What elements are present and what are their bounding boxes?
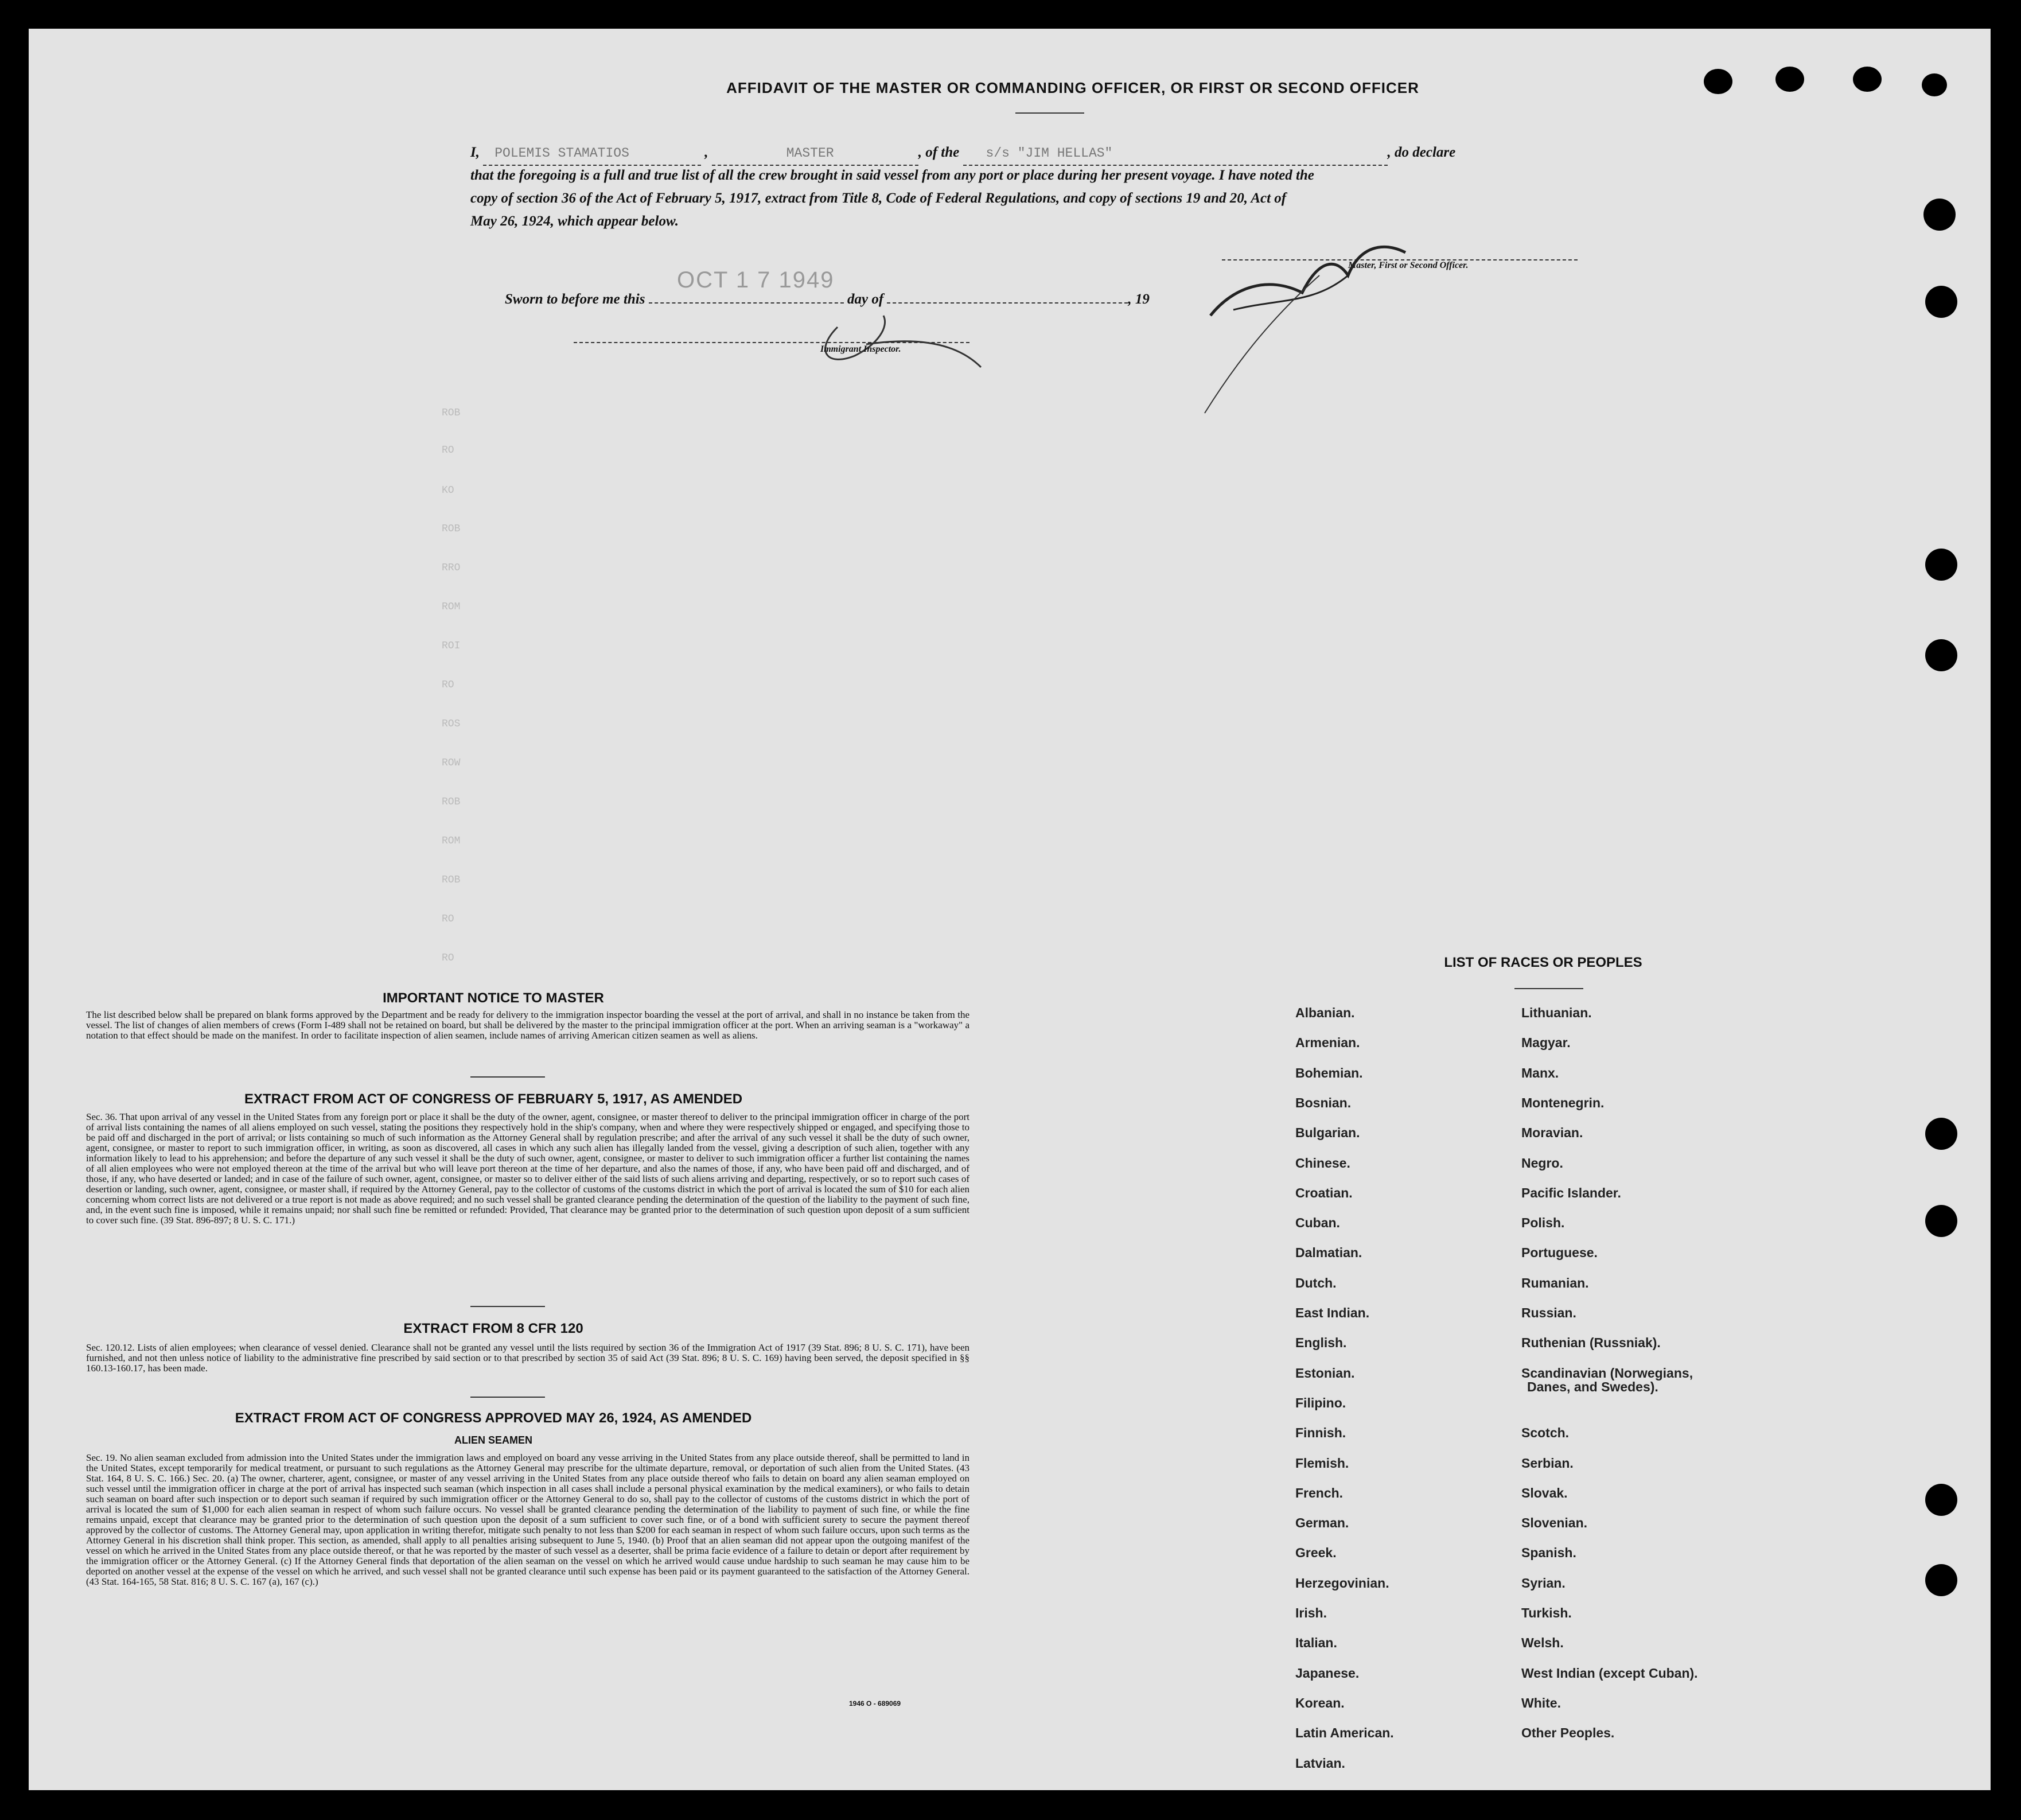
race-item: West Indian (except Cuban). xyxy=(1521,1665,1698,1681)
race-item: Bulgarian. xyxy=(1295,1125,1360,1141)
inspector-caption: Immigrant Inspector. xyxy=(820,344,901,354)
race-item: Japanese. xyxy=(1295,1665,1360,1681)
race-item: Estonian. xyxy=(1295,1365,1355,1380)
extract-1924-subtitle: ALIEN SEAMEN xyxy=(454,1434,532,1446)
section-divider xyxy=(470,1306,545,1307)
race-item: Serbian. xyxy=(1521,1455,1574,1471)
race-item: Flemish. xyxy=(1295,1455,1349,1471)
declaration-line-2: that the foregoing is a full and true list of all the crew brought in said vessel from any port or place during her present voyage. I have noted the xyxy=(470,168,1314,183)
race-item: Montenegrin. xyxy=(1521,1095,1605,1110)
punch-hole-icon xyxy=(1925,1205,1957,1237)
faint-mark: RO xyxy=(442,445,454,456)
faint-mark: ROI xyxy=(442,640,461,652)
year-prefix-text: , 19 xyxy=(1128,291,1150,307)
race-item: Russian. xyxy=(1521,1305,1576,1320)
race-item: Latin American. xyxy=(1295,1725,1394,1741)
of-the-text: , of the xyxy=(918,145,960,160)
races-title: LIST OF RACES OR PEOPLES xyxy=(1444,955,1642,970)
notice-body: The list described below shall be prepared on blank forms approved by the Department and be ready for delivery to the immigration inspector boarding the vessel at the port of arrival, and shall in no instance be taken from the vessel. The list of changes of alien members of crews (Form I-489 shall not be retained on board, but shall be delivered by the master to the principal immigration officer at the port. When an arriving seaman is a "workaway" a notation to that effect should be made on the manifest. In order to facilitate inspection of alien seamen, include names of arriving American citizen seamen as well as aliens. xyxy=(86,1009,969,1041)
declaration-line-1: I, POLEMIS STAMATIOS , MASTER , of the s/s "JIM HELLAS" , do declare xyxy=(470,141,1595,166)
race-item: Scotch. xyxy=(1521,1425,1570,1441)
print-code: 1946 O - 689069 xyxy=(849,1700,901,1708)
race-item: Irish. xyxy=(1295,1605,1327,1620)
race-item: Pacific Islander. xyxy=(1521,1185,1621,1200)
declaration-line-3: copy of section 36 of the Act of February 5, 1917, extract from Title 8, Code of Federal Regulations, and copy of sections 19 and 20, Act of xyxy=(470,190,1287,206)
race-item: Slovenian. xyxy=(1521,1515,1588,1531)
race-item: East Indian. xyxy=(1295,1305,1370,1320)
race-item: Dalmatian. xyxy=(1295,1245,1362,1261)
faint-mark: RO xyxy=(442,913,454,925)
races-divider xyxy=(1514,988,1583,989)
punch-hole-icon xyxy=(1925,639,1957,671)
race-item: Chinese. xyxy=(1295,1155,1350,1170)
extract-1917-body: Sec. 36. That upon arrival of any vessel in the United States from any foreign port or place it shall be the duty of the owner, agent, consignee, or master thereof to deliver to the principal immigration officer in charge of the port of arrival lists containing the names of all aliens employed on such vessel, stating the positions they respectively hold in the ship's company, when and where they were respectively shipped or engaged, and specifying those to be paid off and discharged in the port of arrival; or lists containing so much of such information as the Attorney General shall by regulation prescribe; and after the arrival of any such vessel it shall be the duty of such owner, agent, consignee, or master to report to such immigration officer, in writing, as soon as discovered, all cases in which any such alien has illegally landed from the vessel, giving a description of such alien, together with any information likely to lead to his apprehension; and before the departure of any such vessel it shall be the duty of such owner, agent, consignee, or master to deliver to such immigration officer a further list containing the names of all alien employees who were not employed thereon at the time of the arrival but who will leave port thereon at the time of her departure, and also the names of those, if any, who have been paid off and discharged, and of those, if any, who have deserted or landed; and in case of the failure of such owner, agent, consignee, or master so to deliver either of the said lists of such aliens arriving and departing, respectively, or so to report such cases of desertion or landing, such owner, agent, consignee, or master shall, if required by the Attorney General, pay to the collector of customs of the customs district in which the port of arrival is located the sum of $10 for each alien concerning whom correct lists are not delivered or a true report is not made as above required; and no such vessel shall be granted clearance pending the determination of the question of the liability to the payment of such fine, and, in the event such fine is imposed, while it remains unpaid; nor shall such fine be remitted or refunded: Provided, That clearance may be granted prior to the determination of such question upon deposit of a sum sufficient to cover such fine. (39 Stat. 896-897; 8 U. S. C. 171.) xyxy=(86,1111,969,1226)
faint-mark: ROW xyxy=(442,757,461,769)
punch-hole-icon xyxy=(1704,69,1732,94)
punch-hole-icon xyxy=(1925,1484,1957,1516)
punch-hole-icon xyxy=(1922,73,1947,96)
extract-1924-body: Sec. 19. No alien seaman excluded from admission into the United States under the immigration laws and employed on board any vesse arriving in the United States from any place outside thereof, shall be permitted to land in the United States, except temporarily for medical treatment, or pursuant to such regulations as the Attorney General may prescribe for the ultimate departure, removal, or deportation of such alien from the United States. (43 Stat. 164, 8 U. S. C. 166.) Sec. 20. (a) The owner, charterer, agent, consignee, or master of any vessel arriving in the United States from any place outside thereof who fails to detain on board any alien seaman employed on such vessel until the immigration officer in charge at the port of arrival has inspected such seaman (which inspection in all cases shall include a personal physical examination by the medical examiners), or who fails to detain such seaman on board after such inspection or to deport such seaman if required by such immigration officer or the Attorney General to do so, shall pay to the collector of customs of the customs district in which the port of arrival is located the sum of $1,000 for each alien seaman in respect of whom such failure occurs. No vessel shall be granted clearance pending the determination of the liability to payment of such fine, or while the fine remains unpaid, except that clearance may be granted prior to the determination of such question upon the deposit of a sum sufficient to cover such fine, or of a bond with sufficient surety to secure the payment thereof approved by the collector of customs. The Attorney General may, upon application in writing therefor, mitigate such penalty to not less than $200 for each seaman in respect of whom such failure occurs, upon such terms as the Attorney General in his discretion shall think proper. This section, as amended, shall apply to all penalties arising subsequent to June 5, 1940. (b) Proof that an alien seaman did not appear upon the outgoing manifest of the vessel on which he arrived in the United States from any place outside thereof, or that he was reported by the master of such vessel as a deserter, shall be prima facie evidence of a failure to detain or deport after requirement by the immigration officer or the Attorney General. (c) If the Attorney General finds that deportation of the alien seaman on the vessel on which he arrived would cause undue hardship to such seaman he may cause him to be deported on another vessel at the expense of the vessel on which he arrived, and such vessel shall not be granted clearance until such expense has been paid or its payment guaranteed to the satisfaction of the Attorney General. (43 Stat. 164-165, 58 Stat. 816; 8 U. S. C. 167 (a), 167 (c).) xyxy=(86,1452,969,1587)
race-item: Herzegovinian. xyxy=(1295,1575,1389,1590)
race-item: Other Peoples. xyxy=(1521,1725,1615,1741)
race-item: Ruthenian (Russniak). xyxy=(1521,1335,1661,1351)
notice-title: IMPORTANT NOTICE TO MASTER xyxy=(383,990,604,1006)
race-item: Croatian. xyxy=(1295,1185,1353,1200)
sworn-month-field xyxy=(887,302,1128,304)
race-item: Albanian. xyxy=(1295,1005,1355,1020)
extract-1917-title: EXTRACT FROM ACT OF CONGRESS OF FEBRUARY 5, 1917, AS AMENDED xyxy=(244,1091,743,1107)
extract-cfr-body: Sec. 120.12. Lists of alien employees; when clearance of vessel denied. Clearance shall not be granted any vessel until the lists required by section 36 of the Immigration Act of 1917 (39 Stat. 896; 8 U. S. C. 171), have been furnished, and not then unless notice of liability to the administrative fine prescribed by said section or to that prescribed by section 35 of said Act (39 Stat. 896; 8 U. S. C. 169) having been served, the deposit specified in §§ 160.13-160.17, has been made. xyxy=(86,1342,969,1374)
punch-hole-icon xyxy=(1775,67,1804,92)
punch-hole-icon xyxy=(1925,549,1957,581)
faint-mark: RRO xyxy=(442,562,461,574)
officer-signature-icon xyxy=(1199,207,1486,425)
punch-hole-icon xyxy=(1923,199,1956,231)
date-stamp: OCT 1 7 1949 xyxy=(677,267,835,293)
race-item: Bohemian. xyxy=(1295,1065,1363,1080)
faint-mark: ROB xyxy=(442,523,461,535)
faint-mark: ROS xyxy=(442,718,461,730)
race-item: Syrian. xyxy=(1521,1575,1566,1590)
race-item: Greek. xyxy=(1295,1545,1337,1561)
extract-1924-title: EXTRACT FROM ACT OF CONGRESS APPROVED MAY 26, 1924, AS AMENDED xyxy=(235,1410,752,1426)
race-item: English. xyxy=(1295,1335,1347,1351)
race-item: Polish. xyxy=(1521,1215,1565,1231)
section-divider xyxy=(470,1397,545,1398)
master-name-field: POLEMIS STAMATIOS xyxy=(483,142,701,166)
declaration-line-4: May 26, 1924, which appear below. xyxy=(470,213,679,229)
inspector-signature-line xyxy=(574,342,969,343)
sworn-day-field xyxy=(649,302,844,304)
declaration-prefix: I, xyxy=(470,145,480,160)
race-item: Dutch. xyxy=(1295,1275,1337,1290)
race-item: Rumanian. xyxy=(1521,1275,1589,1290)
race-item: Filipino. xyxy=(1295,1395,1346,1410)
extract-cfr-title: EXTRACT FROM 8 CFR 120 xyxy=(403,1321,583,1336)
race-item: Lithuanian. xyxy=(1521,1005,1592,1020)
faint-mark: ROB xyxy=(442,407,461,419)
punch-hole-icon xyxy=(1853,67,1882,92)
officer-caption: Master, First or Second Officer. xyxy=(1348,260,1469,270)
faint-mark: ROB xyxy=(442,874,461,886)
sworn-text: Sworn to before me this xyxy=(505,291,645,307)
faint-mark: KO xyxy=(442,485,454,496)
race-item: Negro. xyxy=(1521,1155,1563,1170)
race-item: White. xyxy=(1521,1695,1561,1710)
race-item: German. xyxy=(1295,1515,1349,1531)
faint-mark: RO xyxy=(442,679,454,691)
faint-mark: RO xyxy=(442,952,454,964)
punch-hole-icon xyxy=(1925,286,1957,318)
day-of-text: day of xyxy=(847,291,884,307)
faint-mark: ROM xyxy=(442,601,461,613)
race-item: French. xyxy=(1295,1485,1344,1500)
rank-field: MASTER xyxy=(712,142,918,166)
race-item: Italian. xyxy=(1295,1635,1337,1651)
punch-hole-icon xyxy=(1925,1564,1957,1596)
race-item: Bosnian. xyxy=(1295,1095,1352,1110)
title-divider xyxy=(1015,112,1084,114)
race-item: Slovak. xyxy=(1521,1485,1568,1500)
race-item: Finnish. xyxy=(1295,1425,1346,1441)
faint-mark: ROB xyxy=(442,796,461,808)
race-item: Danes, and Swedes). xyxy=(1527,1379,1658,1394)
race-item: Moravian. xyxy=(1521,1125,1583,1141)
affidavit-title: AFFIDAVIT OF THE MASTER OR COMMANDING OFFICER, OR FIRST OR SECOND OFFICER xyxy=(726,79,1419,96)
race-item: Portuguese. xyxy=(1521,1245,1598,1261)
race-item: Spanish. xyxy=(1521,1545,1576,1561)
race-item: Korean. xyxy=(1295,1695,1345,1710)
race-item: Magyar. xyxy=(1521,1035,1571,1051)
race-item: Latvian. xyxy=(1295,1755,1345,1771)
do-declare-text: , do declare xyxy=(1387,145,1456,160)
faint-mark: ROM xyxy=(442,835,461,847)
document-sheet xyxy=(29,29,1991,1790)
race-item: Welsh. xyxy=(1521,1635,1564,1651)
race-item: Armenian. xyxy=(1295,1035,1360,1051)
section-divider xyxy=(470,1076,545,1078)
race-item: Turkish. xyxy=(1521,1605,1572,1620)
race-item: Scandinavian (Norwegians, xyxy=(1521,1365,1693,1380)
vessel-field: s/s "JIM HELLAS" xyxy=(963,142,1388,166)
race-item: Manx. xyxy=(1521,1065,1559,1080)
punch-hole-icon xyxy=(1925,1118,1957,1150)
race-item: Cuban. xyxy=(1295,1215,1340,1231)
